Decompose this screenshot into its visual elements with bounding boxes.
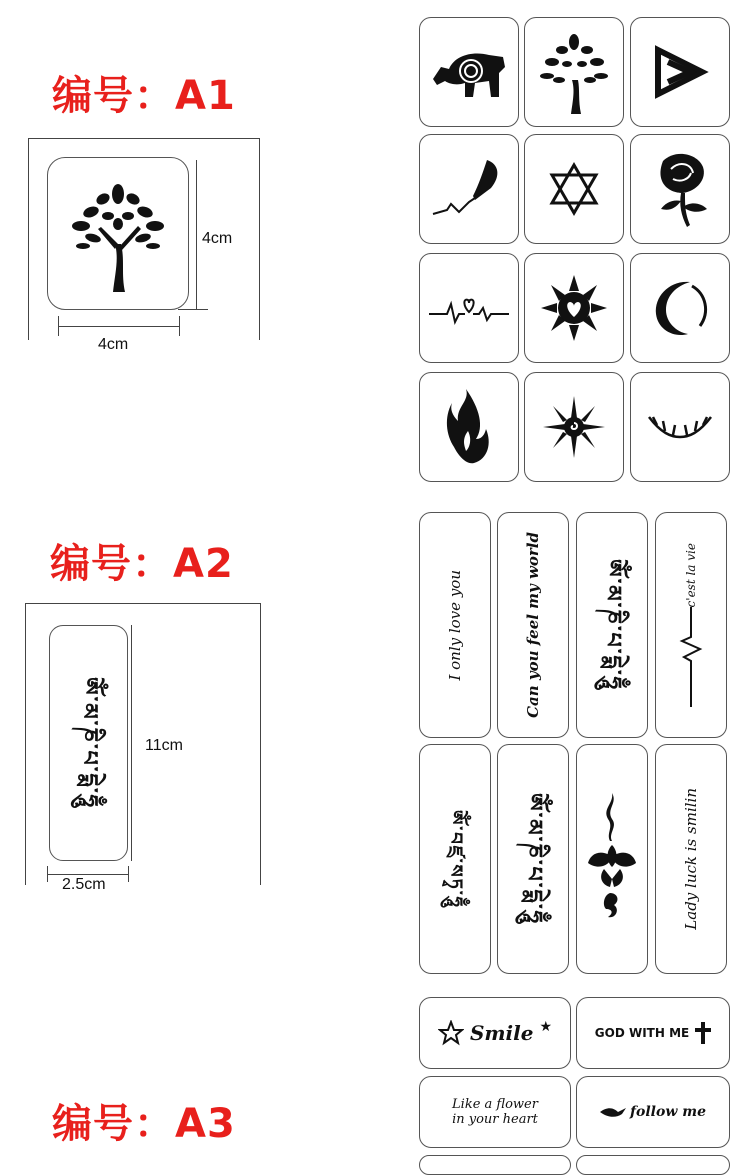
flame-icon	[444, 387, 494, 467]
a1-stencil	[419, 372, 519, 482]
a3-stencil	[576, 997, 730, 1069]
cross-icon	[695, 1022, 711, 1044]
text-in-your-heart: in your heart	[452, 1112, 538, 1127]
a1-stencil	[419, 134, 519, 244]
text-like-a-flower: Like a flower	[452, 1097, 538, 1112]
text-smile: Smile	[469, 1021, 534, 1045]
a2-stencil	[419, 512, 491, 738]
a2-stencil	[576, 512, 648, 738]
tree-icon	[63, 174, 173, 294]
text-can-you-feel-my-world: Can you feel my world	[524, 532, 542, 718]
a1-stencil	[524, 134, 624, 244]
laurel-branch-icon	[645, 407, 715, 447]
text-i-only-love-you: I only love you	[446, 569, 464, 681]
a2-height-label: 11cm	[145, 737, 183, 754]
a3-stencil	[419, 1076, 571, 1148]
a3-stencil-partial	[419, 1155, 571, 1175]
a2-width-label: 2.5cm	[62, 876, 106, 893]
mantra-script: ༀ་མ་ཎི་པ་དྨེ་ཧཱུྃ	[600, 558, 625, 692]
a2-stencil	[655, 744, 727, 974]
a3-stencil-partial	[576, 1155, 730, 1175]
star-outline-icon	[438, 1020, 464, 1046]
a1-sample-stencil	[47, 157, 189, 310]
mantra-script: ༀ་མ་ཎི་པ་དྨེ་ཧཱུྃ	[521, 792, 546, 926]
a1-stencil	[524, 372, 624, 482]
tibetan-script: ཨོཾ་བཛྲ་སཏྭ་ཧཱུྃ	[445, 809, 466, 909]
bird-icon	[600, 1104, 626, 1120]
a2-stencil	[497, 512, 569, 738]
a1-stencil	[630, 372, 730, 482]
text-follow-me: follow me	[630, 1104, 706, 1120]
section-a2-code: 编号：A2	[50, 541, 234, 587]
impossible-triangle-icon	[650, 42, 710, 102]
tree-icon	[537, 30, 612, 115]
a1-stencil	[630, 253, 730, 363]
a2-stencil	[655, 512, 727, 738]
a3-stencil	[576, 1076, 730, 1148]
rhino-icon	[429, 37, 509, 107]
sun-icon	[539, 392, 609, 462]
a1-stencil	[419, 253, 519, 363]
heartbeat-line-icon	[676, 607, 706, 707]
a1-stencil	[419, 17, 519, 127]
heartbeat-icon	[427, 288, 511, 328]
crescent-moon-icon	[648, 276, 712, 340]
star-of-david-icon	[544, 159, 604, 219]
a2-sample-stencil	[49, 625, 128, 861]
sun-heart-icon	[539, 273, 609, 343]
text-lady-luck-is-smilin: Lady luck is smilin	[682, 788, 700, 930]
mantra-script: ༀ་མ་ཎི་པ་དྨེ་ཧཱུྃ	[76, 676, 102, 810]
a2-stencil	[419, 744, 491, 974]
text-god-with-me: GOD WITH ME	[594, 1026, 690, 1040]
feather-quill-icon	[429, 154, 509, 224]
lotus-icon	[584, 789, 640, 929]
a2-stencil	[576, 744, 648, 974]
a2-stencil	[497, 744, 569, 974]
text-cest-la-vie: c'est la vie	[684, 542, 698, 608]
a1-height-label: 4cm	[202, 230, 233, 247]
a1-width-label: 4cm	[98, 336, 129, 353]
a1-stencil	[524, 17, 624, 127]
section-a3-code: 编号：A3	[52, 1101, 236, 1147]
a3-stencil	[419, 997, 571, 1069]
a1-stencil	[524, 253, 624, 363]
small-star-icon: ★	[539, 1017, 553, 1034]
a1-stencil	[630, 17, 730, 127]
section-a1-code: 编号：A1	[52, 73, 236, 119]
a1-stencil	[630, 134, 730, 244]
rose-icon	[645, 149, 715, 229]
